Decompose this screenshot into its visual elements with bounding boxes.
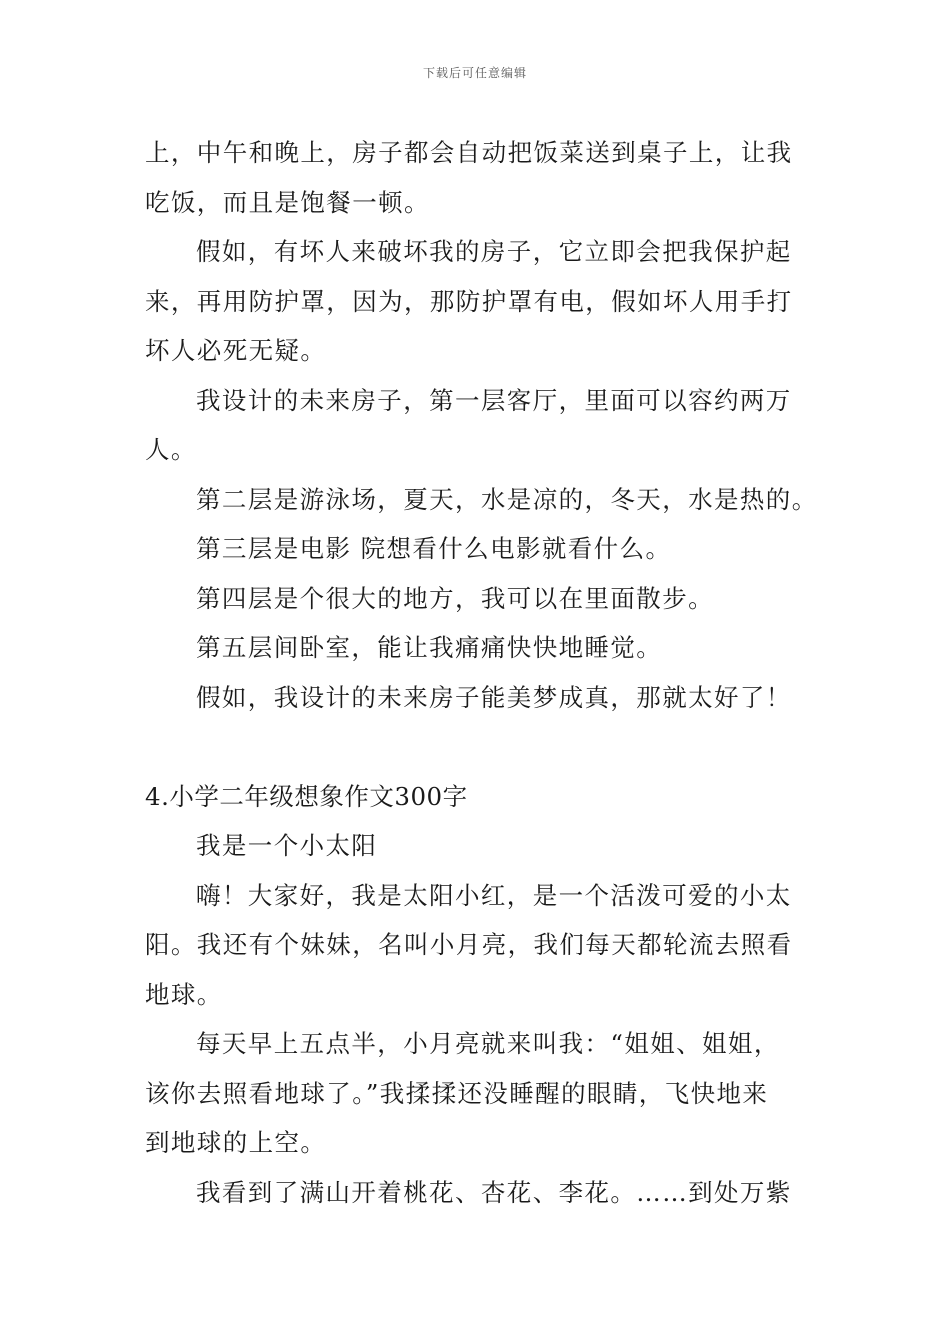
text-line: 坏人必死无疑。: [145, 336, 327, 365]
text-line: 第四层是个很大的地方，我可以在里面散步。: [196, 583, 714, 613]
text-line: 嗨！大家好，我是太阳小红，是一个活泼可爱的小太: [196, 880, 792, 910]
text-line: 来，再用防护罩，因为，那防护罩有电，假如坏人用手打: [145, 286, 793, 316]
text-line: 假如，有坏人来破坏我的房子，它立即会把我保护起: [196, 237, 792, 266]
section-title: 4.小学二年级想象作文300字: [145, 781, 468, 811]
text-line: 我看到了满山开着桃花、杏花、李花。……到处万紫: [196, 1177, 792, 1207]
essay-title: 我是一个小太阳: [196, 831, 378, 860]
text-line: 该你去照看地球了。”我揉揉还没睡醒的眼睛，飞快地来: [145, 1078, 769, 1108]
text-line: 人。: [145, 435, 197, 464]
text-line: 到地球的上空。: [145, 1128, 327, 1157]
text-line: 每天早上五点半，小月亮就来叫我：“姐姐、姐姐，: [196, 1029, 780, 1058]
text-line: 上，中午和晚上，房子都会自动把饭菜送到桌子上，让我: [145, 138, 793, 167]
text-line: 阳。我还有个妹妹，名叫小月亮，我们每天都轮流去照看: [145, 930, 793, 959]
text-line: 第五层间卧室，能让我痛痛快快地睡觉。: [196, 633, 663, 662]
text-line: 地球。: [145, 979, 223, 1009]
text-line: 第二层是游泳场，夏天，水是凉的，冬天，水是热的。: [196, 484, 818, 514]
text-line: 假如，我设计的未来房子能美梦成真，那就太好了！: [196, 682, 792, 712]
page-header: 下载后可任意编辑: [422, 66, 527, 80]
paragraph-gap: [145, 722, 810, 772]
text-line: 吃饭，而且是饱餐一顿。: [145, 187, 430, 217]
document-body: [145, 128, 818, 1217]
text-line: 第三层是电影 院想看什么电影就看什么。: [196, 534, 672, 563]
text-line: 我设计的未来房子，第一层客厅，里面可以容约两万: [196, 385, 792, 415]
